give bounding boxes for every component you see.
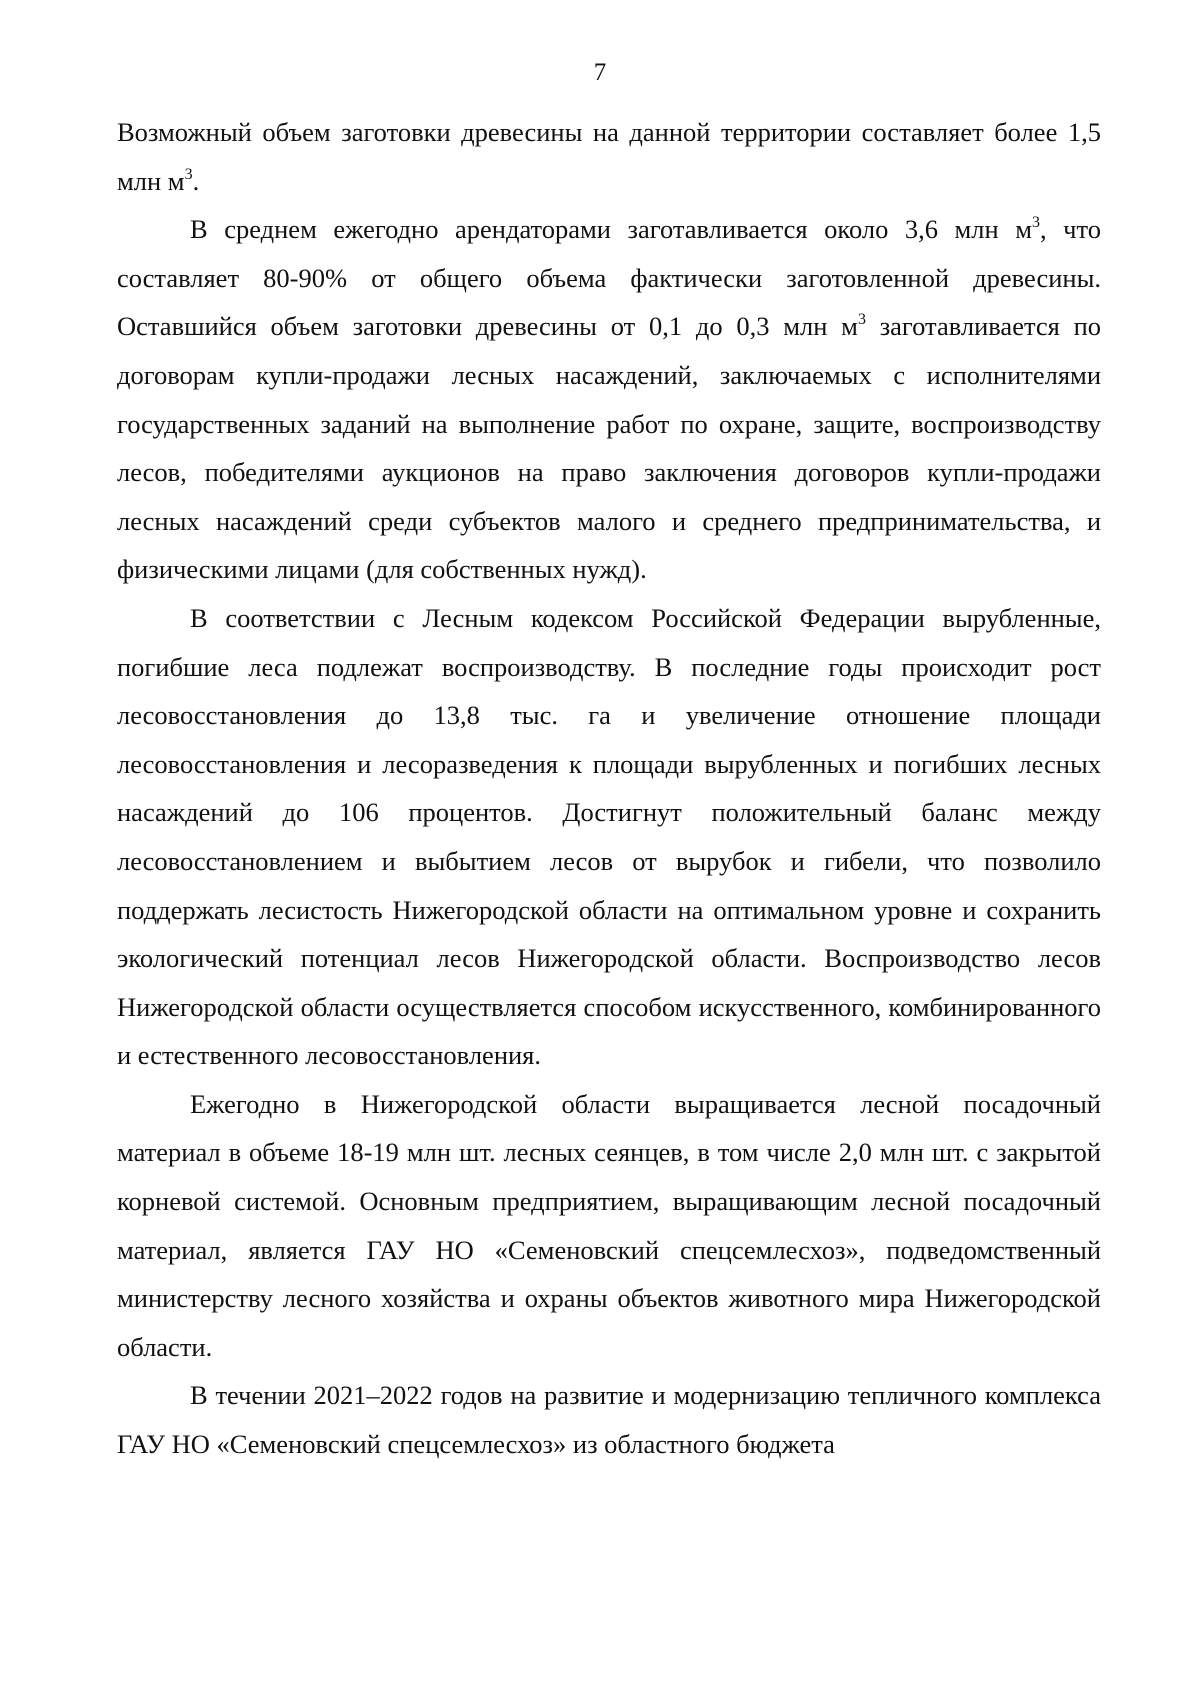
paragraph-reforestation — [117, 594, 1101, 1080]
document-body — [117, 108, 1101, 1469]
superscript: 3 — [857, 311, 866, 329]
paragraph-text: В течении 2021–2022 годов на развитие и модернизацию тепличного комплекса ГАУ НО «Семеновский спецсемлесхоз» из областного бюджета — [117, 1380, 1101, 1460]
page-number: 7 — [593, 59, 607, 86]
paragraph-text: заготавливается по договорам купли-продажи лесных насаждений, заключаемых с исполнителями государственных заданий на выполнение работ по охране, защите, воспроизводству лесов, победителями аукционов на право заключения договоров купли-продажи лесных насаждений среди субъектов малого и среднего предпринимательства, и физическими лицами (для собственных нужд). — [117, 311, 1102, 585]
superscript: 3 — [184, 165, 193, 183]
paragraph-text: Ежегодно в Нижегородской области выращивается лесной посадочный материал в объеме 18-19 млн шт. лесных сеянцев, в том числе 2,0 млн шт. с закрытой корневой системой. Основным предприятием, выращивающим лесной посадочный материал, является ГАУ НО «Семеновский спецсемлесхоз», подведомственный министерству лесного хозяйства и охраны объектов животного мира Нижегородской области. — [117, 1088, 1101, 1362]
paragraph-text: , что составляет 80-90% от общего объема фактически заготовленной древесины. Оставшийся объем заготовки древесины от 0,1 до 0,3 млн м — [117, 214, 1101, 342]
paragraph-text: Возможный объем заготовки древесины на данной территории составляет более 1,5 млн м — [117, 117, 1101, 196]
paragraph-text: В соответствии с Лесным кодексом Российской Федерации вырубленные, погибшие леса подлежат воспроизводству. В последние годы происходит рост лесовосстановления до 13,8 тыс. га и увеличение отношение площади лесовосстановления и лесоразведения к площади вырубленных и погибших лесных насаждений до 106 процентов. Достигнут положительный баланс между лесовосстановлением и выбытием лесов от вырубок и гибели, что позволило поддержать лесистость Нижегородской области на оптимальном уровне и сохранить экологический потенциал лесов Нижегородской области. Воспроизводство лесов Нижегородской области осуществляется способом искусственного, комбинированного и естественного лесовосстановления. — [117, 602, 1101, 1071]
paragraph-text: В среднем ежегодно арендаторами заготавливается около 3,6 млн м — [190, 214, 1033, 245]
paragraph-harvest-volume — [117, 108, 1101, 205]
paragraph-text: . — [192, 165, 200, 196]
paragraph-planting-material — [117, 1080, 1101, 1372]
paragraph-greenhouse — [117, 1371, 1101, 1468]
superscript: 3 — [1032, 214, 1041, 232]
paragraph-leaseholders — [117, 205, 1101, 594]
